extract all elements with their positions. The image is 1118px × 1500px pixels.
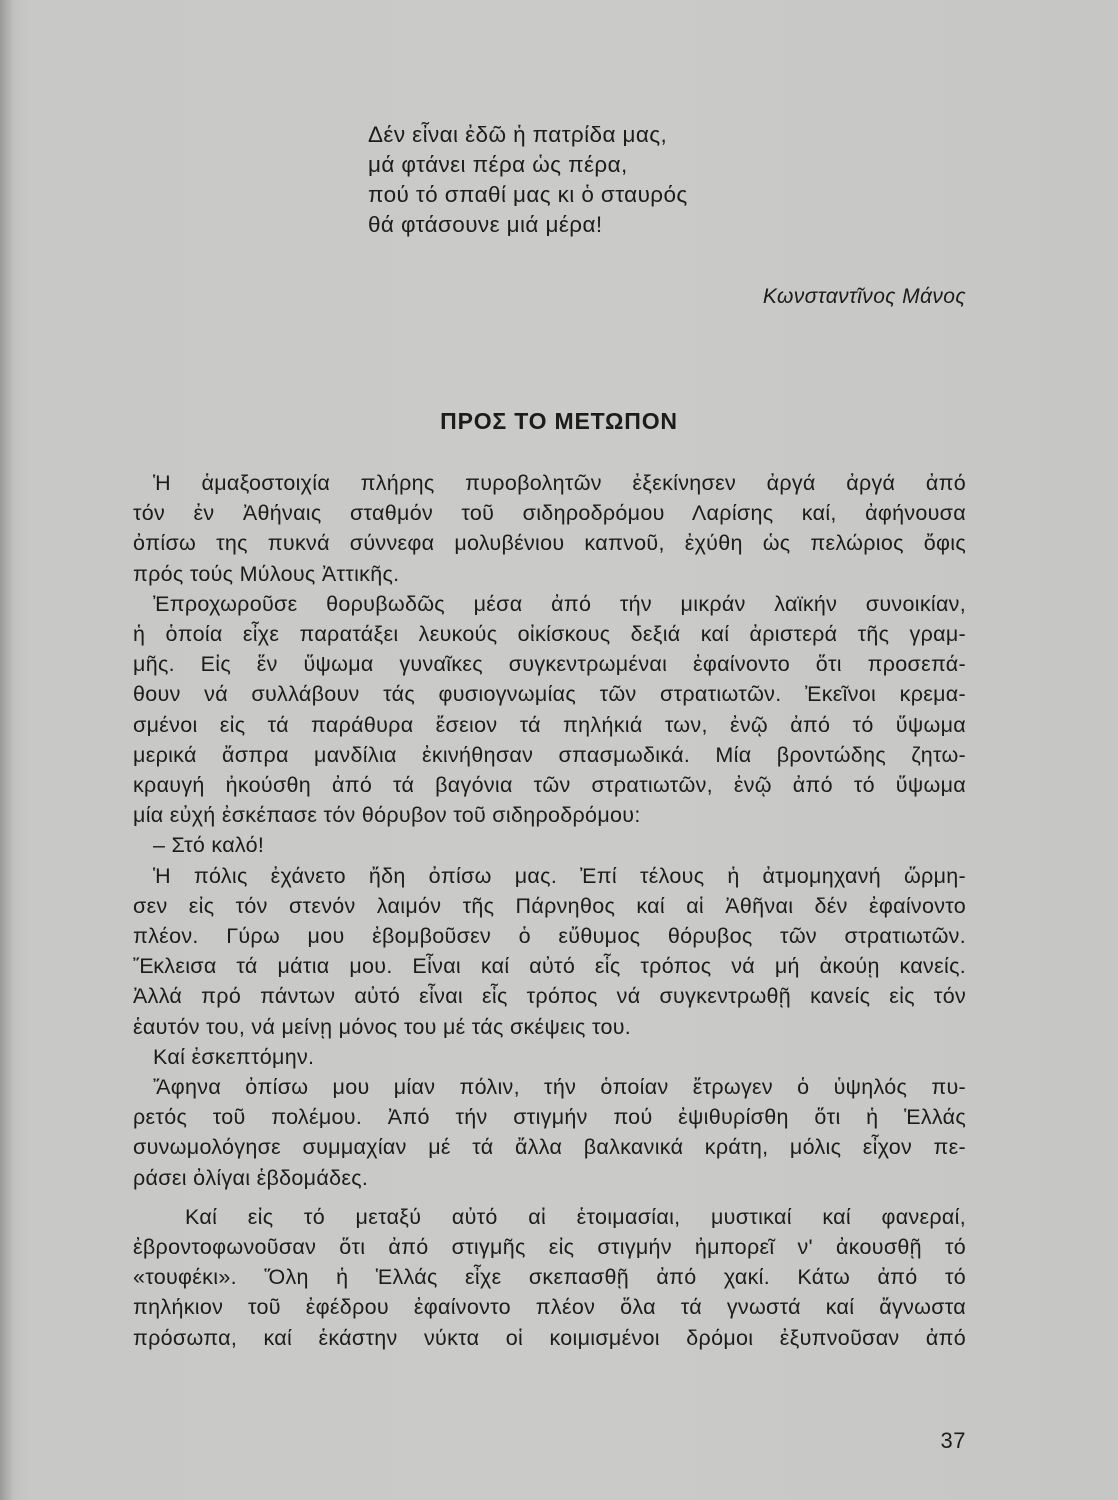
text-line: ἑαυτόν του, νά μείνῃ μόνος του μέ τάς σκέψεις του. [133,1014,632,1039]
text-line: ράσει ὀλίγαι ἑβδομάδες. [133,1165,369,1190]
text-line: Καί ἐσκεπτόμην. [153,1044,315,1069]
text-line: Ἡ ἁμαξοστοιχία πλήρης πυροβολητῶν ἐξεκίνησεν ἀργά ἀργά ἀπό [153,471,966,495]
text-line: κραυγή ἠκούσθη ἀπό τά βαγόνια τῶν στρατιωτῶν, ἐνῷ ἀπό τό ὕψωμα [133,773,966,798]
text-line: ὀπίσω της πυκνά σύννεφα μολυβένιου καπνοῦ, ἐχύθη ὡς πελώριος ὄφις [133,531,966,556]
text-line: ἡ ὁποία εἶχε παρατάξει λευκούς οἰκίσκους δεξιά καί ἀριστερά τῆς γραμ- [133,622,966,647]
page-number: 37 [940,1428,966,1453]
text-line: Ἄφηνα ὀπίσω μου μίαν πόλιν, τήν ὁποίαν ἔτρωγεν ὁ ὑψηλός πυ- [153,1075,966,1100]
text-line: Ἀλλά πρό πάντων αὐτό εἶναι εἷς τρόπος νά συγκεντρωθῇ κανείς εἰς τόν [133,984,966,1009]
text-line: Καί εἰς τό μεταξύ αὐτό αἱ ἑτοιμασίαι, μυστικαί καί φανεραί, [185,1204,966,1229]
text-line: πρός τούς Μύλους Ἀττικῆς. [133,561,400,586]
chapter-title: ΠΡΟΣ ΤΟ ΜΕΤΩΠΟΝ [440,408,678,434]
text-line: σμένοι εἰς τά παράθυρα ἔσειον τά πηλήκιά των, ἐνῷ ἀπό τό ὕψωμα [133,712,966,737]
text-line: πλέον. Γύρω μου ἐβομβοῦσεν ὁ εὔθυμος θόρυβος τῶν στρατιωτῶν. [133,924,966,949]
text-line: μία εὐχή ἐσκέπασε τόν θόρυβον τοῦ σιδηροδρόμου: [133,803,641,828]
page-binding-edge [0,0,14,1500]
text-line: – Στό καλό! [153,833,265,858]
text-line: πηλήκιον τοῦ ἐφέδρου ἐφαίνοντο πλέον ὅλα τά γνωστά καί ἄγνωστα [133,1295,966,1320]
poem-line: Δέν εἶναι ἐδῶ ἡ πατρίδα μας, [368,122,668,147]
poem-line: θά φτάσουνε μιά μέρα! [368,212,603,237]
text-line: τόν ἐν Ἀθήναις σταθμόν τοῦ σιδηροδρόμου Λαρίσης καί, ἀφήνουσα [133,501,966,526]
text-line: μερικά ἄσπρα μανδίλια ἐκινήθησαν σπασμωδικά. Μία βροντώδης ζητω- [133,742,966,767]
text-line: «τουφέκι». Ὅλη ἡ Ἑλλάς εἶχε σκεπασθῇ ἀπό χακί. Κάτω ἀπό τό [133,1265,966,1290]
text-line: Ἔκλεισα τά μάτια μου. Εἶναι καί αὐτό εἷς τρόπος νά μή ἀκούῃ κανείς. [133,954,966,979]
poem-line: μά φτάνει πέρα ὡς πέρα, [368,152,628,177]
poem-author: Κωνσταντῖνος Μάνος [762,285,966,308]
body-text [133,468,966,1353]
text-line: σεν εἰς τόν στενόν λαιμόν τῆς Πάρνηθος καί αἱ Ἀθῆναι δέν ἐφαίνοντο [133,893,966,918]
text-line: θουν νά συλλάβουν τάς φυσιογνωμίας τῶν στρατιωτῶν. Ἐκεῖνοι κρεμα- [133,682,966,707]
epigraph-poem [368,120,788,240]
text-line: μῆς. Εἰς ἕν ὕψωμα γυναῖκες συγκεντρωμέναι ἐφαίνοντο ὅτι προσεπά- [133,652,966,677]
text-line: συνωμολόγησε συμμαχίαν μέ τά ἄλλα βαλκανικά κράτη, μόλις εἶχον πε- [133,1135,966,1160]
text-line: πρόσωπα, καί ἑκάστην νύκτα οἱ κοιμισμένοι δρόμοι ἐξυπνοῦσαν ἀπό [133,1325,966,1350]
poem-line: πού τό σπαθί μας κι ὁ σταυρός [368,182,688,207]
text-line: ρετός τοῦ πολέμου. Ἀπό τήν στιγμήν πού ἐψιθυρίσθη ὅτι ἡ Ἑλλάς [133,1105,966,1130]
text-line: ἐβροντοφωνοῦσαν ὅτι ἀπό στιγμῆς εἰς στιγμήν ἠμπορεῖ ν' ἀκουσθῇ τό [133,1235,966,1260]
text-line: Ἐπροχωροῦσε θορυβωδῶς μέσα ἀπό τήν μικράν λαϊκήν συνοικίαν, [153,591,966,616]
text-line: Ἡ πόλις ἐχάνετο ἤδη ὀπίσω μας. Ἐπί τέλους ἡ ἀτμομηχανή ὥρμη- [153,863,966,888]
